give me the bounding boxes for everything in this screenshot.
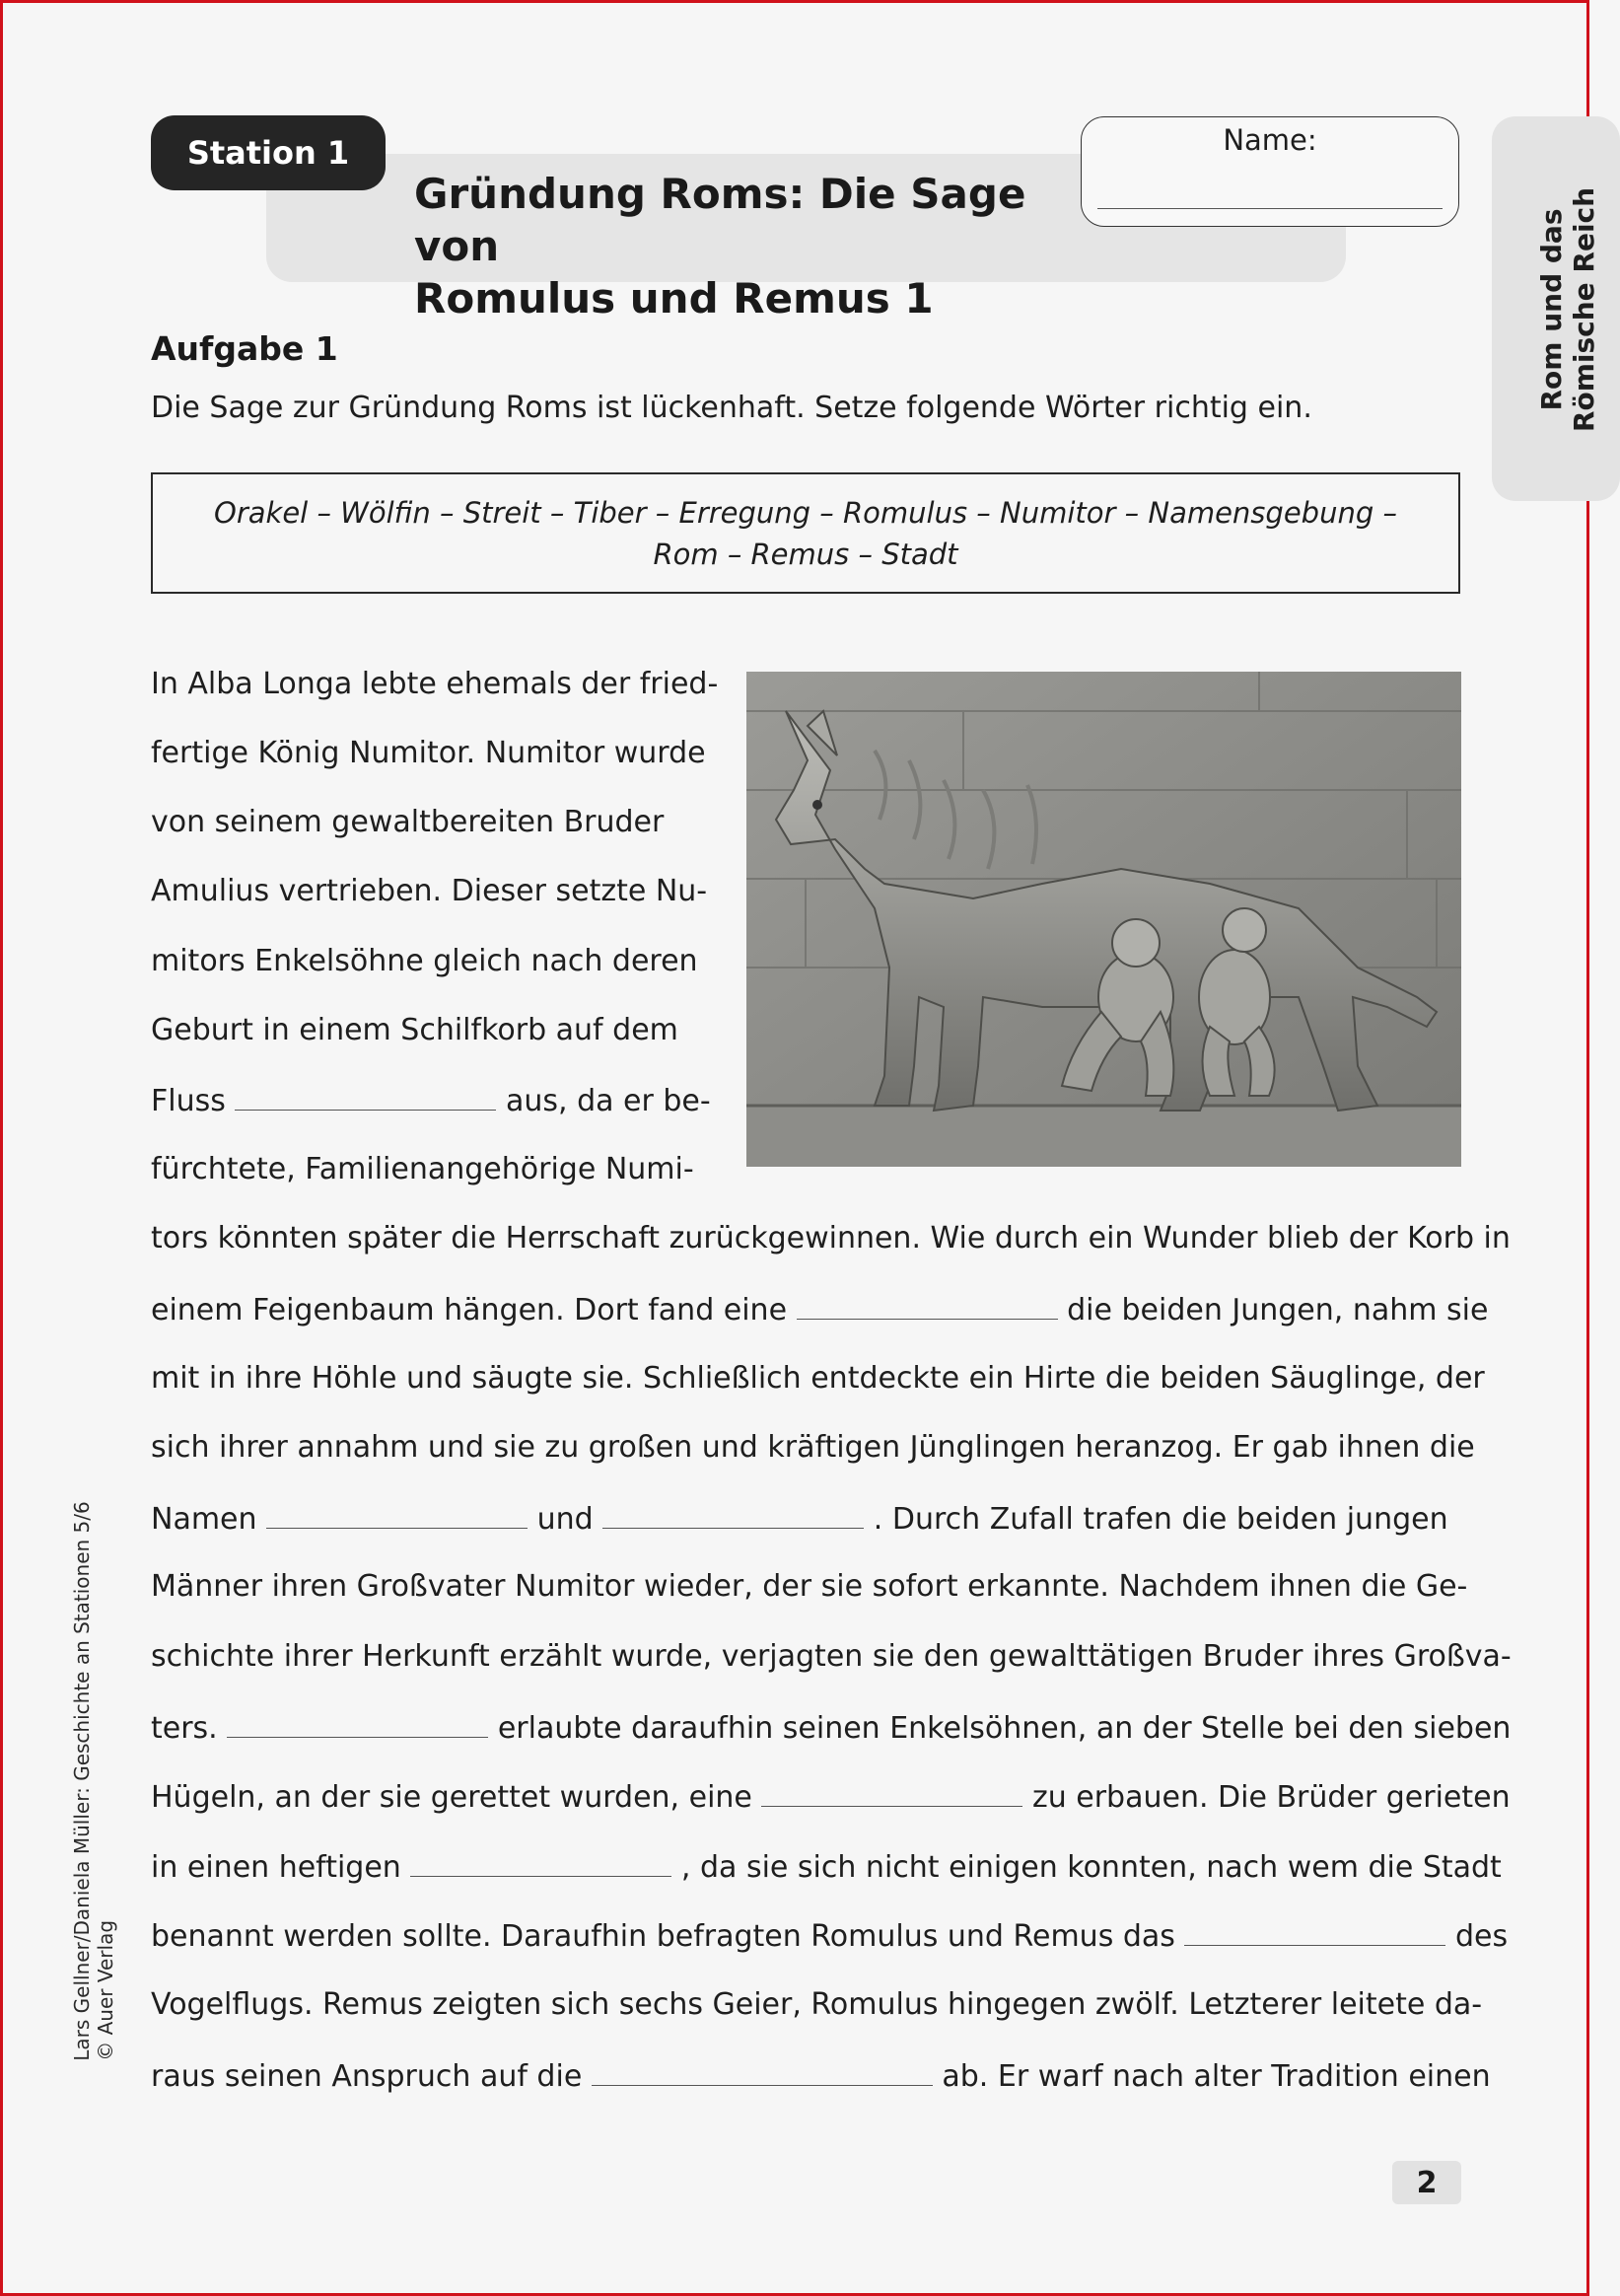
- page-title-line-2: Romulus und Remus 1: [414, 274, 934, 323]
- story-line-21-start: raus seinen Anspruch auf die: [151, 2059, 583, 2094]
- page-number: 2: [1392, 2161, 1461, 2204]
- story-line-5: mitors Enkelsöhne gleich nach deren: [151, 944, 698, 978]
- story-line-18: [151, 1848, 1502, 1886]
- story-line-17: [151, 1778, 1511, 1816]
- publisher-credit-line-2: © Auer Verlag: [94, 1919, 117, 2061]
- story-line-13-start: Namen: [151, 1502, 257, 1537]
- story-line-21: [151, 2057, 1491, 2095]
- station-label: Station 1: [151, 115, 386, 190]
- blank-gap-7[interactable]: [410, 1848, 671, 1877]
- publisher-credit: [70, 1501, 117, 2060]
- blank-gap-5[interactable]: [227, 1709, 488, 1738]
- story-line-15: schichte ihrer Herkunft erzählt wurde, verjagten sie den gewalttätigen Bruder ihres Großva-: [151, 1639, 1512, 1674]
- page-title-line-1: Gründung Roms: Die Sage von: [414, 170, 1026, 270]
- story-line-13-end: . Durch Zufall trafen die beiden jungen: [873, 1502, 1448, 1537]
- story-line-2: fertige König Numitor. Numitor wurde: [151, 736, 706, 770]
- word-bank-box: [151, 472, 1460, 594]
- story-line-7-end: aus, da er be-: [505, 1084, 711, 1118]
- chapter-tab-line-2: Römische Reich: [1568, 186, 1600, 433]
- story-line-10-start: einem Feigenbaum hängen. Dort fand eine: [151, 1293, 788, 1327]
- blank-gap-6[interactable]: [761, 1778, 1022, 1807]
- story-line-17-end: zu erbauen. Die Brüder gerieten: [1031, 1780, 1511, 1815]
- publisher-credit-line-1: Lars Gellner/Daniela Müller: Geschichte an Stationen 5/6: [70, 1501, 94, 2061]
- name-write-line[interactable]: [1097, 208, 1443, 209]
- story-line-19-end: des: [1455, 1919, 1509, 1954]
- blank-gap-9[interactable]: [592, 2057, 933, 2086]
- blank-gap-2[interactable]: [797, 1291, 1058, 1320]
- story-line-21-end: ab. Er warf nach alter Tradition einen: [942, 2059, 1491, 2094]
- task-instruction: Die Sage zur Gründung Roms ist lückenhaft. Setze folgende Wörter richtig ein.: [151, 391, 1312, 425]
- story-line-16-end: erlaubte daraufhin seinen Enkelsöhnen, an der Stelle bei den sieben: [497, 1711, 1512, 1746]
- story-line-10-end: die beiden Jungen, nahm sie: [1067, 1293, 1489, 1327]
- story-line-16: [151, 1709, 1511, 1747]
- story-line-16-start: ters.: [151, 1711, 218, 1746]
- word-bank-line-2: Rom – Remus – Stadt: [653, 537, 958, 571]
- story-line-18-start: in einen heftigen: [151, 1850, 401, 1885]
- story-line-6: Geburt in einem Schilfkorb auf dem: [151, 1013, 678, 1047]
- story-line-8: fürchtete, Familienangehörige Numi-: [151, 1152, 694, 1186]
- story-line-13: [151, 1500, 1448, 1538]
- chapter-tab-line-1: Rom und das: [1535, 208, 1568, 411]
- blank-gap-4[interactable]: [602, 1500, 864, 1529]
- story-line-9: tors könnten später die Herrschaft zurückgewinnen. Wie durch ein Wunder blieb der Korb in: [151, 1221, 1511, 1256]
- story-line-14: Männer ihren Großvater Numitor wieder, der sie sofort erkannte. Nachdem ihnen die Ge-: [151, 1569, 1468, 1604]
- story-line-19-start: benannt werden sollte. Daraufhin befragten Romulus und Remus das: [151, 1919, 1175, 1954]
- story-line-13-mid: und: [536, 1502, 594, 1537]
- story-line-7-start: Fluss: [151, 1084, 226, 1118]
- story-line-12: sich ihrer annahm und sie zu großen und kräftigen Jünglingen heranzog. Er gab ihnen die: [151, 1430, 1475, 1465]
- story-line-10: [151, 1291, 1488, 1328]
- story-line-11: mit in ihre Höhle und säugte sie. Schließlich entdeckte ein Hirte die beiden Säuglinge, der: [151, 1361, 1485, 1396]
- story-line-18-end: , da sie sich nicht einigen konnten, nach wem die Stadt: [680, 1850, 1502, 1885]
- she-wolf-photo: [746, 672, 1461, 1167]
- name-field-box: [1081, 116, 1459, 227]
- story-line-1: In Alba Longa lebte ehemals der fried-: [151, 667, 719, 701]
- story-line-17-start: Hügeln, an der sie gerettet wurden, eine: [151, 1780, 752, 1815]
- story-line-7: [151, 1082, 711, 1119]
- chapter-side-tab-label: [1535, 187, 1600, 432]
- name-label: Name:: [1223, 123, 1317, 157]
- story-line-3: von seinem gewaltbereiten Bruder: [151, 805, 665, 839]
- page-title: [414, 168, 1045, 324]
- task-heading: Aufgabe 1: [151, 329, 338, 368]
- blank-gap-8[interactable]: [1184, 1917, 1445, 1946]
- blank-gap-3[interactable]: [266, 1500, 528, 1529]
- she-wolf-statue-image: [746, 672, 1461, 1167]
- story-line-20: Vogelflugs. Remus zeigten sich sechs Geier, Romulus hingegen zwölf. Letzterer leitete da-: [151, 1987, 1483, 2022]
- word-bank-line-1: Orakel – Wölfin – Streit – Tiber – Erregung – Romulus – Numitor – Namensgebung –: [214, 495, 1397, 530]
- blank-gap-1[interactable]: [235, 1082, 496, 1111]
- story-line-4: Amulius vertrieben. Dieser setzte Nu-: [151, 874, 708, 908]
- story-line-19: [151, 1917, 1508, 1955]
